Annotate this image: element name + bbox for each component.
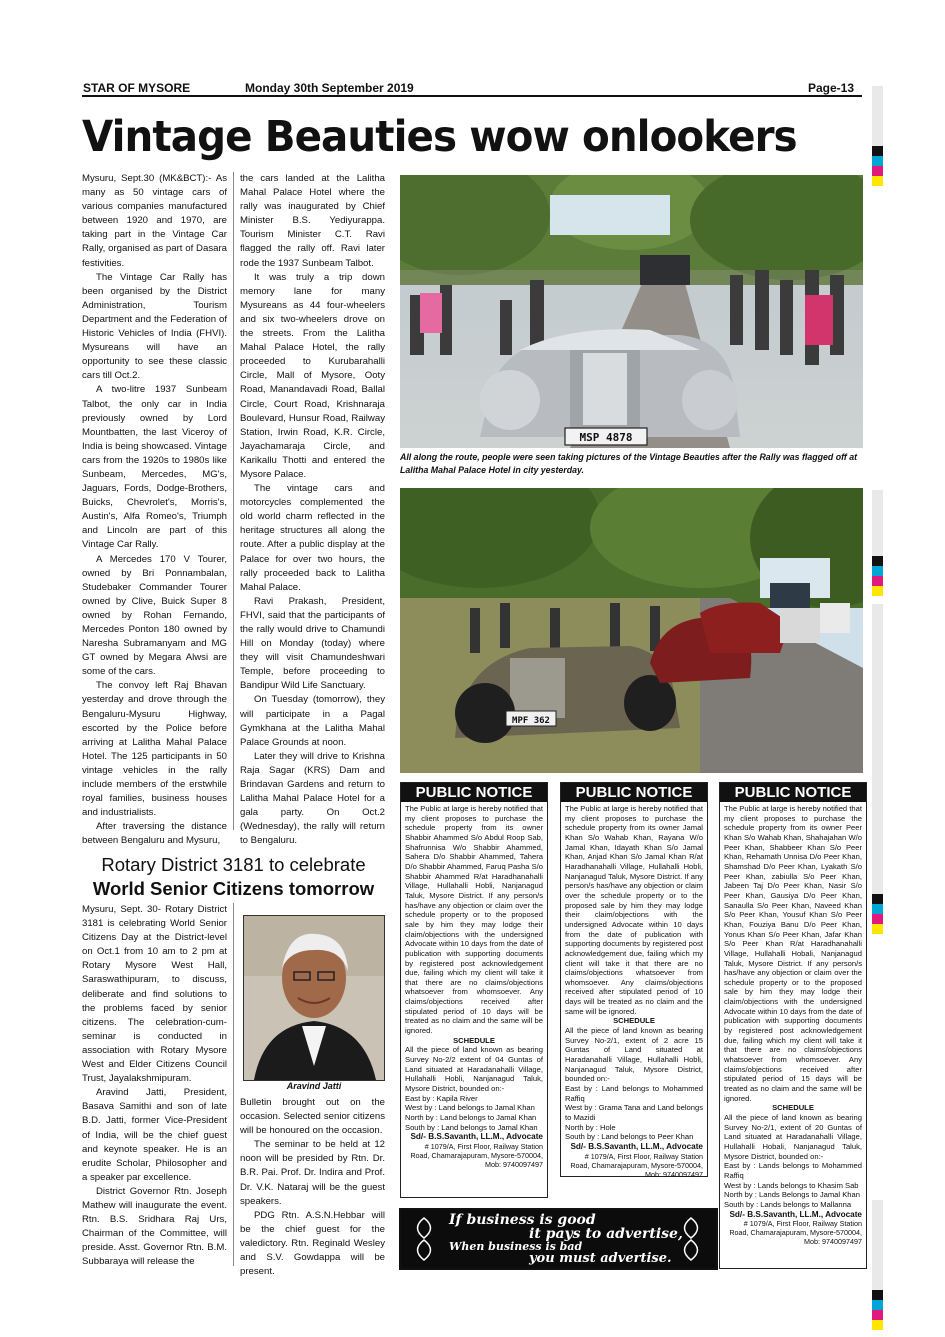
ad-line-2: it pays to advertise, (529, 1226, 683, 1242)
article-paragraph: It was truly a trip down memory lane for many Mysureans as 44 four-wheelers and six two-wheelers drove on the streets. From the Lalitha Mahal Palace Hotel, the rally proceeded to Kurubarahalli Circle, Mall of Mysore, Ooty Road, Manandavadi Road, Ballal Circle, Court Road, Krishnaraja Boulevard, Hunsur Road, Railway Station, Irwin Road, K.R. Circle, Jayachamaraja Circle, and Karikallu Thotti and entered the Mysore Palace. (240, 271, 385, 480)
schedule-text: All the piece of land known as bearing Survey No-2/1, extent of 20 Guntas of Land situated at Haradanahalli Village, Hullahalli Hobali, Nanjanagud Taluk, Mysore District, bounded on:- (724, 1113, 862, 1161)
page-number: Page-13 (808, 81, 855, 95)
public-notice-2 (560, 782, 708, 1177)
photo1-caption: All along the route, people were seen taking pictures of the Vintage Beauties after the Rally was flagged off at Lalitha Mahal Palace Hotel in city yesterday. (400, 452, 858, 475)
masthead-rule (82, 95, 862, 97)
boundary-line: East by : Kapila River (405, 1093, 478, 1103)
boundary-line: West by : Land belongs to Jamal Khan (405, 1103, 535, 1113)
registration-bar-top (872, 86, 883, 186)
boundary-line: North by : Land belongs to Jamal Khan (405, 1113, 537, 1122)
notice-text: The Public at large is hereby notified that my client proposes to purchase the schedule property from its owner Shabbir Ahammed S/o Abdul Roop Sab, Shafrunnisa W/o Shabbir Ahammed, Sahera D/o Shabbir Ahammed, Tahera D/o Shabbir Ahammed, Faruq Pasha S/o Shabbir Ahammed R/at Haradhanahalli Village, Hullahalli Hobli, Nanjanagud Taluk, Mysore District. If any person/s has/have any objection or claim over the schedule property or to the proposed sale by him they may lodge their claim/objections with the undersigned Advocate within 10 days from the date of publication with supporting documents by registered post acknowledgement due, failing which my client will take it that there are no claims/objections whatsoever from whomsoever. Any claims/objections received after stipulated period of 10 days will be treated as no claim and the same will be ignored. (405, 804, 543, 1036)
schedule-title: SCHEDULE (453, 1035, 495, 1045)
rally-photo-crowd-image (400, 175, 863, 448)
article-paragraph: On Tuesday (tomorrow), they will participate in a Pagal Gymkhana at the Lalitha Mahal Palace Grounds at noon. (240, 694, 385, 748)
registration-bar-bottom (872, 1200, 883, 1330)
column-divider (233, 172, 234, 830)
boundary-line: East by : Lands belongs to Mohammed Raffiq (724, 1161, 862, 1180)
main-headline: Vintage Beauties wow onlookers (82, 112, 797, 162)
article-paragraph: The vintage cars and motorcycles complemented the old world charm reflected in the heritage structures all along the route. After a public display at the Palace for over two hours, the rally proceeded back to Lalitha Mahal Palace. (240, 483, 385, 593)
article-paragraph: The Vintage Car Rally has been organised by the District Administration, Tourism Department and the Federation of Historic Vehicles of India (FHVI). Mysureans will have an opportunity to see these classic cars till Oct.2. (82, 271, 227, 382)
rotary-headline-line1: Rotary District 3181 to celebrate (101, 854, 366, 875)
article-paragraph: A Mercedes 170 V Tourer, owned by Bri Ponnambalan, Studebaker Commander Tourer owned by Clive, Buick Super 8 owned by Rohan Fernando, Mercedes Ponton 180 owned by Naresha Subramanyam and MG GT owned by Megara Alwsi are some of the cars. (82, 553, 227, 678)
newspaper-name: STAR OF MYSORE (83, 81, 191, 95)
rally-photo-crowd (400, 175, 863, 448)
public-notice-title: PUBLIC NOTICE (720, 783, 866, 802)
boundary-line: South by : Land belongs to Jamal Khan (405, 1122, 538, 1132)
licence-plate-1: MSP 4878 (579, 431, 633, 444)
advertise-slogan-box (399, 1208, 718, 1270)
advocate-address: # 1079/A, First Floor, Railway Station Road, Chamarajapuram, Mysore-570004, Mob: 9740097497 (570, 1151, 703, 1179)
ad-line-1: If business is good (449, 1212, 596, 1228)
boundary-line: East by : Land belongs to Mohammed Raffiq (565, 1084, 703, 1103)
portrait-image (244, 916, 384, 1080)
public-notice-body (720, 802, 866, 1248)
issue-date: Monday 30th September 2019 (245, 81, 414, 95)
licence-plate-2: MPF 362 (512, 716, 550, 726)
article-paragraph: A two-litre 1937 Sunbeam Talbot, the only car in India previously owned by Lord Mountbatten, the last Viceroy of India is being showcased. Vintage cars from the 1920s to 1980s like Sunbeam, Mercedes, MG's, Jaguars, Fords, Dodge-Brothers, Buicks, Chevrolet's, Morris's, Austin's, Alfa Romeo's, Triumph and Lincoln are part of this Vintage Car Rally. (82, 384, 227, 551)
public-notice-title: PUBLIC NOTICE (561, 783, 707, 802)
schedule-text: All the piece of land known as bearing Survey No-2/2 extent of 04 Guntas of Land situated at Haradanahalli Village, Hullahalli Hobli, Nanjanagud Taluk, Mysore District, bounded on:- (405, 1045, 543, 1094)
article-paragraph: After traversing the distance between Bengaluru and Mysuru, (82, 821, 227, 847)
public-notice-3 (719, 782, 867, 1269)
public-notice-body (401, 802, 547, 1171)
rotary-paragraph: PDG Rtn. A.S.N.Hebbar will be the chief guest for the valedictory. Rtn. Reginald Wesley and S.V. Gowdappa will be present. (240, 1209, 385, 1278)
ornament-icon (407, 1216, 441, 1262)
boundary-line: South by : Land belongs to Peer Khan (565, 1132, 694, 1142)
advocate-signature: Sd/- B.S.Savanth, LL.M., Advocate (570, 1141, 703, 1151)
article-paragraph: The convoy left Raj Bhavan yesterday and drove through the Bengaluru-Mysuru Highway, escorted by the Police before arriving at Lalitha Mahal Palace Hotel. The 125 participants in 50 vintage vehicles in the rally include members of the erstwhile royal families, business houses and industrialists. (82, 680, 227, 819)
rotary-column-left (82, 903, 227, 1269)
registration-bar-middle (872, 490, 883, 934)
public-notice-body (561, 802, 707, 1181)
notice-text: The Public at large is hereby notified that my client proposes to purchase the schedule property from its owner Jamal Khan S/o Wahab Khan, Rayana W/o Jamal Khan, Idayath Khan S/o Jamal Khan, Anjad Khan S/o Jamal Khan R/at Haradhanahalli Village, Hullahalli Hobli, Nanjanagud Taluk, Mysore District. If any person/s has/have any objection or claim over the schedule property or to the proposed sale by him they may lodge their claim/objections with the undersigned Advocate within 10 days from the date of publication with supporting documents by registered post acknowledgement due, failing which my client will take it that there are no claims/objections whatsoever from whomsoever. Any claims/objections received after stipulated period of 10 days will be treated as no claim and the same will be ignored. (565, 804, 703, 1016)
notice-text: The Public at large is hereby notified that my client proposes to purchase the schedule property from its owner Peer Khan S/o Wahab Khan, Shahajahan W/o Peer Khan, Shabbeer Khan S/o Peer Khan, Rehamath Unnisa D/o Peer Khan, Shamshad D/o Peer Khan, Lyakath S/o Peer Khan, zabiulla S/o Peer Khan, Jabeen Taj D/o Peer Khan, Nasir S/o Peer Khan, Gausiya D/o Peer Khan, Sanaulla S/o Peer Khan, Naveed Khan S/o Peer Khan, Yousuf Khan S/o Peer Khan, Fouziya Banu D/o Peer Khan, Yonus Khan S/o Peer Khan, Jafar Khan S/o Peer Khan R/at Haradhanahalli Village, Hullahalli Hobali, Nanjanagud Taluk, Mysore District. If any person/s has/have any objection or claim over the schedule property or to the proposed sale by him they may lodge their claim/objections with the undersigned Advocate within 10 days from the date of publication with supporting documents by registered post acknowledgement due, failing which my client will take it that there are no claims/objections whatsoever from whomsoever. Any claims/objections received after stipulated period of 15 days will be treated as no claim and the same will be ignored. (724, 804, 862, 1103)
boundary-line: West by : Grama Tana and Land belongs to Mazidi (565, 1103, 703, 1122)
rotary-headline (82, 853, 385, 901)
advocate-signature: Sd/- B.S.Savanth, LL.M., Advocate (410, 1132, 543, 1142)
column-divider (233, 903, 234, 1266)
ad-line-3: When business is bad (449, 1240, 583, 1253)
rotary-paragraph: Mysuru, Sept. 30- Rotary District 3181 is celebrating World Senior Citizens Day at the District-level on Oct.1 from 10 am to 2 pm at Rotary Mysore West Hall, Saraswathipuram, to discuss, deliberate and find solutions to the problems faced by senior citizens. The celebration-cum-seminar is conducted in association with Rotary Mysore West and Elder Citizens Council Trust, Jayalakshmipuram. (82, 904, 227, 1085)
public-notice-title: PUBLIC NOTICE (401, 783, 547, 802)
ad-line-4: you must advertise. (529, 1251, 672, 1266)
boundary-line: North by : Lands Belongs to Jamal Khan (724, 1190, 860, 1200)
portrait-caption: Aravind Jatti (286, 1081, 342, 1091)
article-paragraph: the cars landed at the Lalitha Mahal Palace Hotel where the rally was inaugurated by Chief Minister B.S. Yediyurappa. Tourism Minister C.T. Ravi flagged the rally off. Ravi later rode the 1937 Sunbeam Talbot. (240, 173, 385, 269)
article-paragraph: Later they will drive to Krishna Raja Sagar (KRS) Dam and Brindavan Gardens and return to Lalitha Mahal Palace Hotel for a gala party. On Oct.2 (Wednesday), the rally will return to Bengaluru. (240, 750, 385, 847)
schedule-text: All the piece of land known as bearing Survey No-2/1, extent of 2 acre 15 Guntas of Land situated at Haradanahalli Village, Hullahalli Hobli, Nanjanagud Taluk, Mysore District, bounded on:- (565, 1026, 703, 1084)
rotary-paragraph: District Governor Rtn. Joseph Mathew will inaugurate the event. Rtn. B.S. Sridhara Raj Urs, Chairman of the Committee, will preside. Asst. Governor Rtn. B.M. Subbaraya will release the (82, 1185, 227, 1268)
boundary-line: North by : Hole (565, 1122, 616, 1132)
article-column-2 (240, 172, 385, 849)
rotary-paragraph: The seminar to be held at 12 noon will be presided by Rtn. Dr. B.R. Pai. Prof. Dr. Indira and Prof. Dr. V.K. Nataraj will be the guest speakers. (240, 1139, 385, 1207)
schedule-title: SCHEDULE (772, 1103, 814, 1113)
rotary-paragraph: Bulletin brought out on the occasion. Selected senior citizens will be honoured on the occasion. (240, 1097, 385, 1137)
advocate-address: # 1079/A, First Floor, Railway Station Road, Chamarajapuram, Mysore-570004, Mob: 9740097497 (410, 1141, 543, 1169)
article-paragraph: Ravi Prakash, President, FHVI, said that the participants of the rally would drive to Chamundi Hill on Monday (today) where they will visit Chamundeshwari Temple, before proceeding to Bandipur Wild Life Sanctuary. (240, 595, 385, 692)
article-column-1 (82, 172, 227, 849)
rally-photo-convoy (400, 488, 863, 773)
boundary-line: South by : Lands belongs to Mallanna (724, 1199, 852, 1209)
article-paragraph: Mysuru, Sept.30 (MK&BCT):- As many as 50 vintage cars of various companies manufactured between 1920 and 1970, are taking part in the Vintage Car Rally, organised as part of Dasara festivities. (82, 173, 227, 269)
rotary-paragraph: Aravind Jatti, President, Basava Samithi and son of late B.D. Jatti, former Vice-President of India, will be the chief guest and keynote speaker. He is an erudite Scholar, Philosopher and a speaker par excellence. (82, 1087, 227, 1183)
rotary-headline-line2: World Senior Citizens tomorrow (92, 878, 375, 899)
public-notice-1 (400, 782, 548, 1198)
boundary-line: West by : Lands belongs to Khasim Sab (724, 1180, 859, 1190)
schedule-title: SCHEDULE (613, 1016, 655, 1026)
advocate-signature: Sd/- B.S.Savanth, LL.M., Advocate (729, 1209, 862, 1219)
rotary-column-right (240, 1096, 385, 1279)
aravind-jatti-portrait (243, 915, 385, 1081)
rally-photo-convoy-image (400, 488, 863, 773)
advocate-address: # 1079/A, First Floor, Railway Station Road, Chamarajapuram, Mysore-570004, Mob: 9740097497 (729, 1219, 862, 1247)
